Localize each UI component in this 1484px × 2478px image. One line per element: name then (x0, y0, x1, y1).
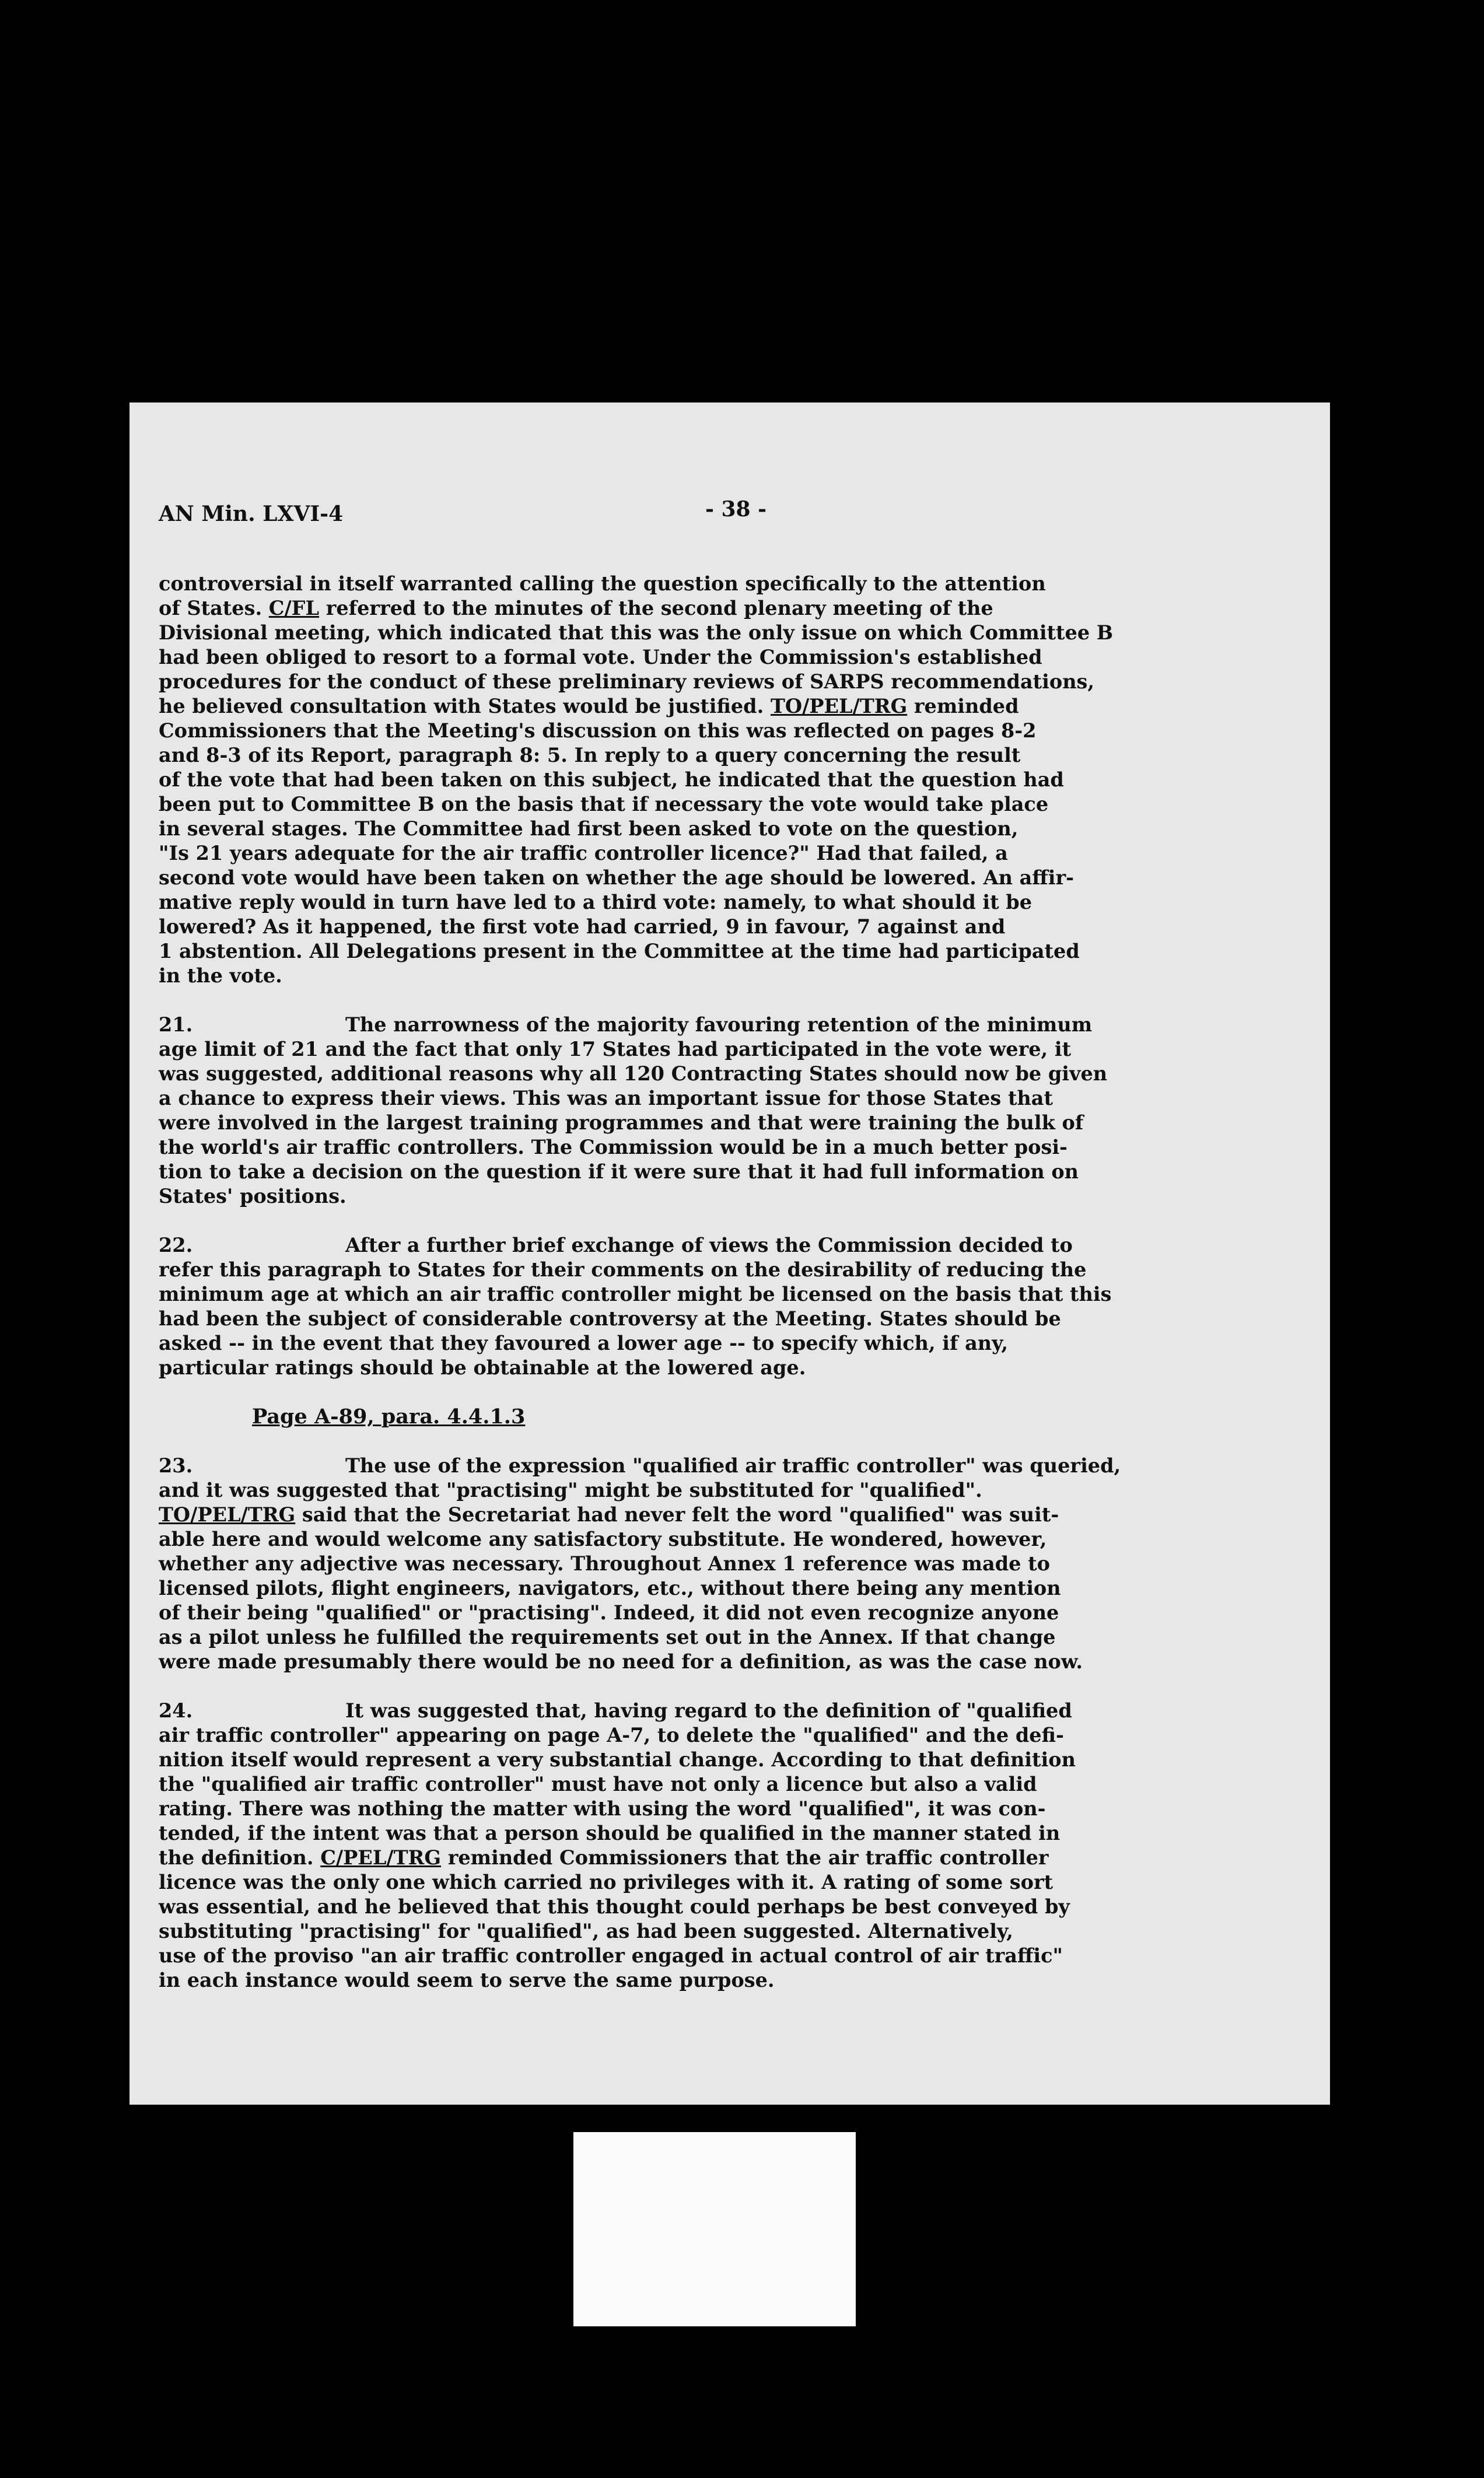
text-line: the definition. C/PEL/TRG reminded Commissioners that the air traffic controller (159, 1846, 1049, 1869)
text-line: in several stages. The Committee had first been asked to vote on the question, (159, 817, 1019, 840)
text-line: and 8-3 of its Report, paragraph 8: 5. In reply to a query concerning the result (159, 744, 1021, 766)
page-number: - 38 - (705, 497, 767, 522)
text-line: had been the subject of considerable controversy at the Meeting. States should be (159, 1307, 1061, 1330)
text-line: of States. C/FL referred to the minutes of the second plenary meeting of the (159, 597, 993, 620)
text-line: States' positions. (159, 1185, 346, 1208)
text-line: 24. It was suggested that, having regard to the definition of "qualified (159, 1699, 1072, 1722)
blank-label-card (573, 2132, 856, 2326)
paragraph-number: 23. (159, 1454, 193, 1477)
text-line: tion to take a decision on the question if it were sure that it had full information on (159, 1160, 1079, 1183)
text-line: Commissioners that the Meeting's discussion on this was reflected on pages 8-2 (159, 719, 1037, 742)
paragraph-number: 21. (159, 1013, 193, 1036)
text-line: in the vote. (159, 964, 282, 987)
text-line: 21. The narrowness of the majority favouring retention of the minimum (159, 1013, 1093, 1036)
text-line: nition itself would represent a very substantial change. According to that definition (159, 1748, 1076, 1771)
text-line: "Is 21 years adequate for the air traffic controller licence?" Had that failed, a (159, 842, 1008, 864)
text-line: age limit of 21 and the fact that only 17 States had participated in the vote were, it (159, 1038, 1072, 1060)
text-line: asked -- in the event that they favoured a lower age -- to specify which, if any, (159, 1332, 1009, 1354)
text-line: of the vote that had been taken on this subject, he indicated that the question had (159, 768, 1064, 791)
text-line: particular ratings should be obtainable at the lowered age. (159, 1356, 806, 1379)
text-line: mative reply would in turn have led to a third vote: namely, to what should it be (159, 891, 1032, 914)
speaker-ref: C/FL (268, 597, 320, 620)
speaker-ref: TO/PEL/TRG (770, 695, 908, 718)
text-line: had been obliged to resort to a formal vote. Under the Commission's established (159, 646, 1042, 668)
text-line: he believed consultation with States would be justified. TO/PEL/TRG reminded (159, 695, 1019, 718)
text-line: was essential, and he believed that this thought could perhaps be best conveyed by (159, 1895, 1070, 1918)
text-line: air traffic controller" appearing on page A-7, to delete the "qualified" and the defi- (159, 1724, 1064, 1746)
speaker-ref: C/PEL/TRG (320, 1846, 442, 1869)
text-line: 23. The use of the expression "qualified air traffic controller" was queried, (159, 1454, 1121, 1477)
text-line: a chance to express their views. This was an important issue for those States that (159, 1087, 1053, 1110)
text-line: second vote would have been taken on whether the age should be lowered. An affir- (159, 866, 1074, 889)
text-line: use of the proviso "an air traffic controller engaged in actual control of air traffic" (159, 1944, 1063, 1967)
text-line: licensed pilots, flight engineers, navigators, etc., without there being any mention (159, 1577, 1061, 1600)
text-line: procedures for the conduct of these preliminary reviews of SARPS recommendations, (159, 670, 1095, 693)
paragraph-23 (159, 1454, 1273, 1674)
paragraph-21 (159, 1013, 1273, 1209)
speaker-ref: TO/PEL/TRG (159, 1503, 296, 1526)
text-line: controversial in itself warranted calling the question specifically to the attention (159, 572, 1046, 595)
text-line: as a pilot unless he fulfilled the requirements set out in the Annex. If that change (159, 1626, 1056, 1648)
text-line: in each instance would seem to serve the same purpose. (159, 1969, 775, 1992)
text-line: of their being "qualified" or "practising". Indeed, it did not even recognize anyone (159, 1601, 1059, 1624)
text-line: and it was suggested that "practising" might be substituted for "qualified". (159, 1479, 982, 1502)
section-reference-heading: Page A-89, para. 4.4.1.3 (252, 1405, 526, 1429)
document-reference: AN Min. LXVI-4 (159, 502, 344, 526)
text-line: minimum age at which an air traffic controller might be licensed on the basis that this (159, 1283, 1112, 1306)
paragraph-24 (159, 1699, 1273, 1993)
intro-paragraph (159, 572, 1273, 988)
text-line: was suggested, additional reasons why all 120 Contracting States should now be given (159, 1062, 1108, 1085)
text-line: whether any adjective was necessary. Throughout Annex 1 reference was made to (159, 1552, 1050, 1575)
text-line: been put to Committee B on the basis that if necessary the vote would take place (159, 793, 1049, 816)
paragraph-22 (159, 1233, 1273, 1380)
text-line: 1 abstention. All Delegations present in the Committee at the time had participated (159, 940, 1080, 963)
text-line: licence was the only one which carried no privileges with it. A rating of some sort (159, 1871, 1054, 1894)
text-line: the "qualified air traffic controller" must have not only a licence but also a valid (159, 1773, 1037, 1796)
text-line: the world's air traffic controllers. The Commission would be in a much better posi- (159, 1136, 1068, 1158)
text-line: 22. After a further brief exchange of views the Commission decided to (159, 1234, 1073, 1256)
text-line: rating. There was nothing the matter with using the word "qualified", it was con- (159, 1797, 1046, 1820)
text-line: Divisional meeting, which indicated that this was the only issue on which Committee B (159, 621, 1114, 644)
text-line: were involved in the largest training programmes and that were training the bulk of (159, 1111, 1084, 1134)
document-page (130, 402, 1330, 2105)
text-line: lowered? As it happened, the first vote had carried, 9 in favour, 7 against and (159, 915, 1006, 938)
text-line: able here and would welcome any satisfactory substitute. He wondered, however, (159, 1528, 1047, 1550)
paragraph-number: 24. (159, 1699, 193, 1722)
text-line: TO/PEL/TRG said that the Secretariat had never felt the word "qualified" was suit- (159, 1503, 1059, 1526)
text-line: refer this paragraph to States for their comments on the desirability of reducing the (159, 1258, 1087, 1281)
paragraph-number: 22. (159, 1234, 193, 1256)
text-line: tended, if the intent was that a person should be qualified in the manner stated in (159, 1822, 1060, 1845)
text-line: were made presumably there would be no need for a definition, as was the case now. (159, 1650, 1083, 1673)
document-body (159, 572, 1273, 1993)
text-line: substituting "practising" for "qualified", as had been suggested. Alternatively, (159, 1920, 1013, 1943)
